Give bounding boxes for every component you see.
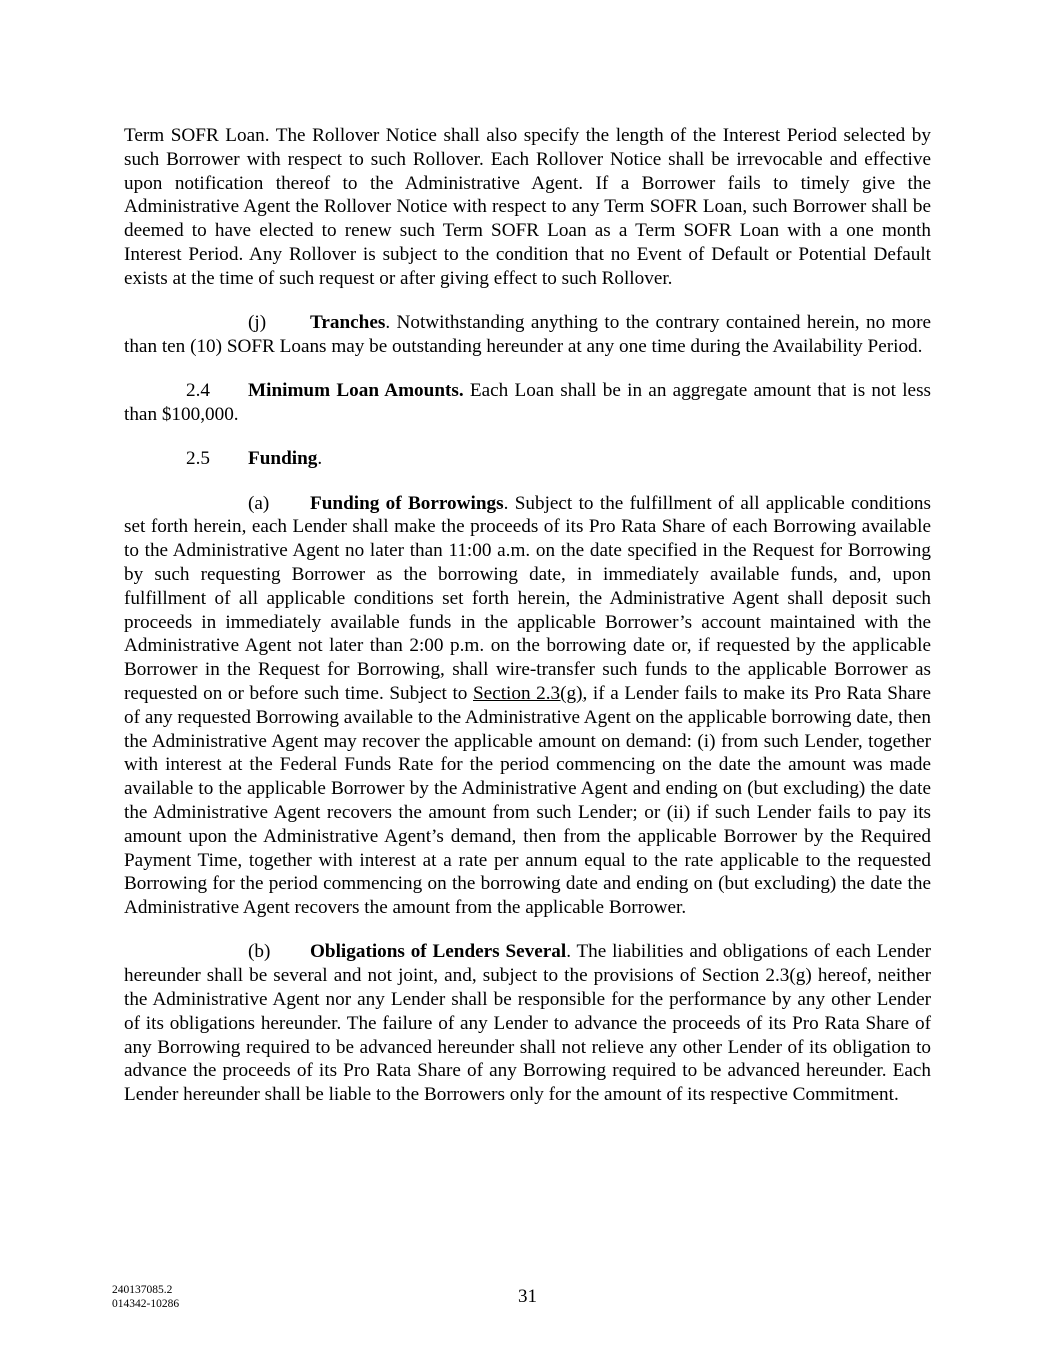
paragraph-a-funding-of-borrowings [124,492,931,920]
subsection-number: (j) [248,312,267,334]
section-heading: Minimum Loan Amounts. [248,380,464,402]
section-number: 2.5 [186,448,210,470]
paragraph-text: , if a Lender fails to make its Pro Rata Share of any requested Borrowing available to the Administrative Agent on the applicable borrowing date, then the Administrative Agent may recover the applicable amount on demand: (i) from such Lender, together with interest at the Federal Funds Rate for the period commencing on the date the amount was made available to the applicable Borrower by the Administrative Agent and ending on (but excluding) the date the Administrative Agent recovers the amount from such Lender; or (ii) if such Lender fails to pay its amount upon the Administrative Agent’s demand, then from the applicable Borrower by the Required Payment Time, together with interest at a rate per annum equal to the rate applicable to the requested Borrowing for the period commencing on the borrowing date and ending on (but excluding) the date the Administrative Agent recovers the amount from the applicable Borrower. [124,682,931,919]
subsection-heading: Obligations of Lenders Several [310,941,567,963]
document-id-line-2: 014342-10286 [112,1298,180,1310]
page-number: 31 [518,1286,537,1307]
paragraph-text: Term SOFR Loan. The Rollover Notice shall also specify the length of the Interest Period selected by such Borrower with respect to such Rollover. Each Rollover Notice shall be irrevocable and effective upon notification thereof to the Administrative Agent. If a Borrower fails to timely give the Administrative Agent the Rollover Notice with respect to any Term SOFR Loan, such Borrower shall be deemed to have elected to renew such Term SOFR Loan as a Term SOFR Loan with a one month Interest Period. Any Rollover is subject to the condition that no Event of Default or Potential Default exists at the time of such request or after giving effect to such Rollover. [124,125,931,289]
subsection-number: (b) [248,941,271,963]
paragraph-j-tranches [124,311,931,359]
paragraph-text: . Subject to the fulfillment of all applicable conditions set forth herein, each Lender shall make the proceeds of its Pro Rata Share of each Borrowing available to the Administrative Agent no later than 11:00 a.m. on the date specified in the Request for Borrowing by such requesting Borrower as the borrowing date, in immediately available funds, and, upon fulfillment of all applicable conditions set forth herein, the Administrative Agent shall deposit such proceeds in immediately available funds in the applicable Borrower’s account maintained with the Administrative Agent not later than 2:00 p.m. on the borrowing date or, if requested by the applicable Borrower in the Request for Borrowing, shall wire-transfer such funds to the applicable Borrower as requested on or before such time. Subject to [124,492,931,704]
subsection-heading: Funding of Borrowings [310,492,504,514]
section-number: 2.4 [186,380,210,402]
paragraph-text: . Notwithstanding anything to the contrary contained herein, no more than ten (10) SOFR Loans may be outstanding hereunder at any one time during the Availability Period. [124,312,931,357]
document-id-line-1: 240137085.2 [112,1284,173,1296]
paragraph-text: . The liabilities and obligations of each Lender hereunder shall be several and not joint, and, subject to the provisions of Section 2.3(g) hereof, neither the Administrative Agent nor any Lender shall be responsible for the performance by any other Lender of its obligations hereunder. The failure of any Lender to advance the proceeds of its Pro Rata Share of any Borrowing required to be advanced hereunder shall not relieve any other Lender of its obligation to advance the proceeds of its Pro Rata Share of any Borrowing required to be advanced hereunder. Each Lender hereunder shall be liable to the Borrowers only for the amount of its respective Commitment. [124,941,931,1106]
document-body [124,124,931,1127]
paragraph-text: . [317,448,323,470]
section-heading: Funding [248,448,318,470]
subsection-number: (a) [248,492,270,514]
section-2-5-funding [124,447,931,471]
subsection-heading: Tranches [310,312,386,334]
section-2-4-minimum-loan-amounts [124,379,931,427]
section-reference-link: Section 2.3(g) [473,682,583,704]
paragraph-text: Each Loan shall be in an aggregate amount that is not less than $100,000. [124,380,932,425]
paragraph-b-obligations-of-lenders [124,940,931,1107]
paragraph-rollover-continued [124,124,931,291]
